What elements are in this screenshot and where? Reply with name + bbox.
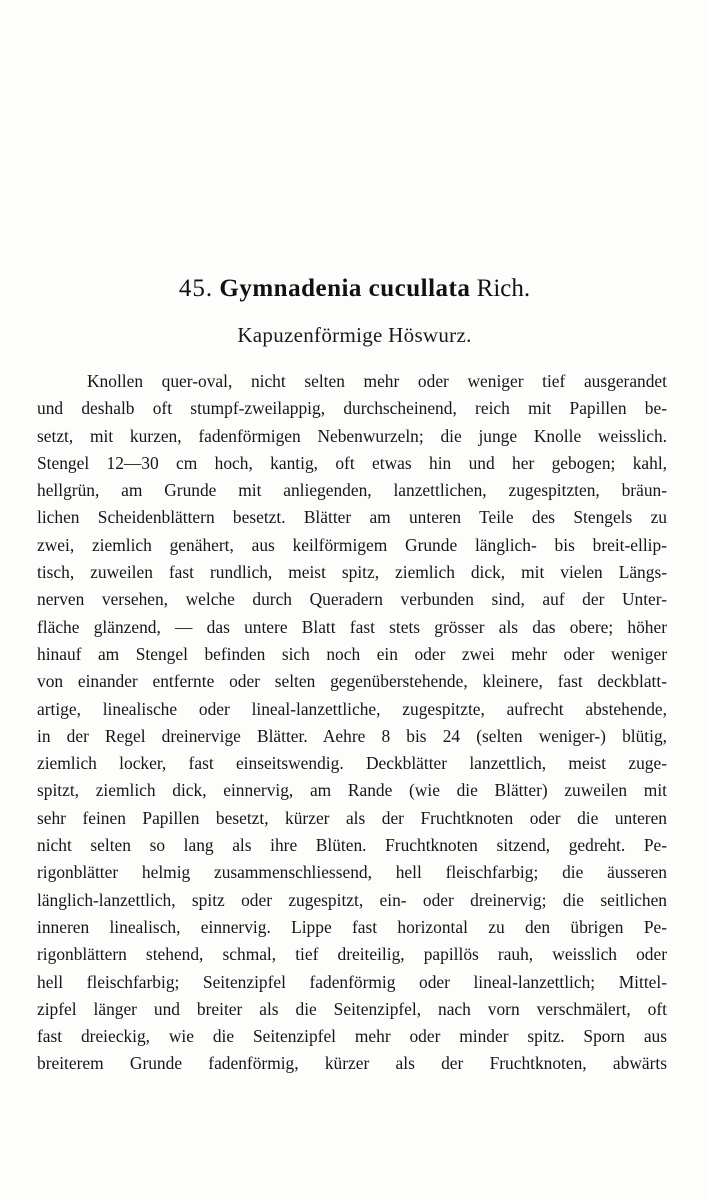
text-line: breiterem Grunde fadenförmig, kürzer als der Fruchtknoten, abwärts xyxy=(37,1053,667,1074)
text-line: in der Regel dreinervige Blätter. Aehre 8 bis 24 (selten weniger-) blütig, xyxy=(37,725,667,746)
text-line: setzt, mit kurzen, fadenförmigen Nebenwurzeln; die junge Knolle weisslich. xyxy=(37,425,667,446)
species-heading xyxy=(0,274,709,304)
text-line: und deshalb oft stumpf-zweilappig, durchscheinend, reich mit Papillen be- xyxy=(37,398,667,419)
text-line: sehr feinen Papillen besetzt, kürzer als der Fruchtknoten oder die unteren xyxy=(37,807,667,828)
text-line: Knollen quer-oval, nicht selten mehr oder weniger tief ausgerandet xyxy=(87,371,667,391)
text-line: hell fleischfarbig; Seitenzipfel fadenförmig oder lineal-lanzettlich; Mittel- xyxy=(37,971,667,992)
text-line: länglich-lanzettlich, spitz oder zugespitzt, ein- oder dreinervig; die seitlichen xyxy=(37,889,667,910)
text-line: fast dreieckig, wie die Seitenzipfel mehr oder minder spitz. Sporn aus xyxy=(37,1026,667,1047)
text-line: spitzt, ziemlich dick, einnervig, am Rande (wie die Blätter) zuweilen mit xyxy=(37,780,667,801)
text-line: von einander entfernte oder selten gegenüberstehende, kleinere, fast deckblatt- xyxy=(37,671,667,692)
text-line: nerven versehen, welche durch Queradern verbunden sind, auf der Unter- xyxy=(37,589,667,610)
common-name: Kapuzenförmige Höswurz. xyxy=(237,323,472,347)
text-line: Stengel 12—30 cm hoch, kantig, oft etwas hin und her gebogen; kahl, xyxy=(37,452,667,473)
text-line: inneren linealisch, einnervig. Lippe fast horizontal zu den übrigen Pe- xyxy=(37,916,667,937)
description-paragraph xyxy=(37,368,667,1078)
text-line: rigonblätter helmig zusammenschliessend, hell fleischfarbig; die äusseren xyxy=(37,862,667,883)
text-line: ziemlich locker, fast einseitswendig. Deckblätter lanzettlich, meist zuge- xyxy=(37,753,667,774)
text-line: tisch, zuweilen fast rundlich, meist spitz, ziemlich dick, mit vielen Längs- xyxy=(37,562,667,583)
species-author: Rich. xyxy=(476,275,531,302)
text-line: hinauf am Stengel befinden sich noch ein oder zwei mehr oder weniger xyxy=(37,643,667,664)
text-line: hellgrün, am Grunde mit anliegenden, lanzettlichen, zugespitzten, bräun- xyxy=(37,480,667,501)
text-line: rigonblättern stehend, schmal, tief dreiteilig, papillös rauh, weisslich oder xyxy=(37,944,667,965)
text-line: lichen Scheidenblättern besetzt. Blätter am unteren Teile des Stengels zu xyxy=(37,507,667,528)
text-line: artige, linealische oder lineal-lanzettliche, zugespitzte, aufrecht abstehende, xyxy=(37,698,667,719)
text-line: nicht selten so lang als ihre Blüten. Fruchtknoten sitzend, gedreht. Pe- xyxy=(37,835,667,856)
text-line: zipfel länger und breiter als die Seitenzipfel, nach vorn verschmälert, oft xyxy=(37,998,667,1019)
text-line: zwei, ziemlich genähert, aus keilförmigem Grunde länglich- bis breit-ellip- xyxy=(37,534,667,555)
text-line: fläche glänzend, — das untere Blatt fast stets grösser als das obere; höher xyxy=(37,616,667,637)
species-number: 45. xyxy=(178,275,214,302)
species-name: Gymnadenia cucullata xyxy=(219,275,471,302)
